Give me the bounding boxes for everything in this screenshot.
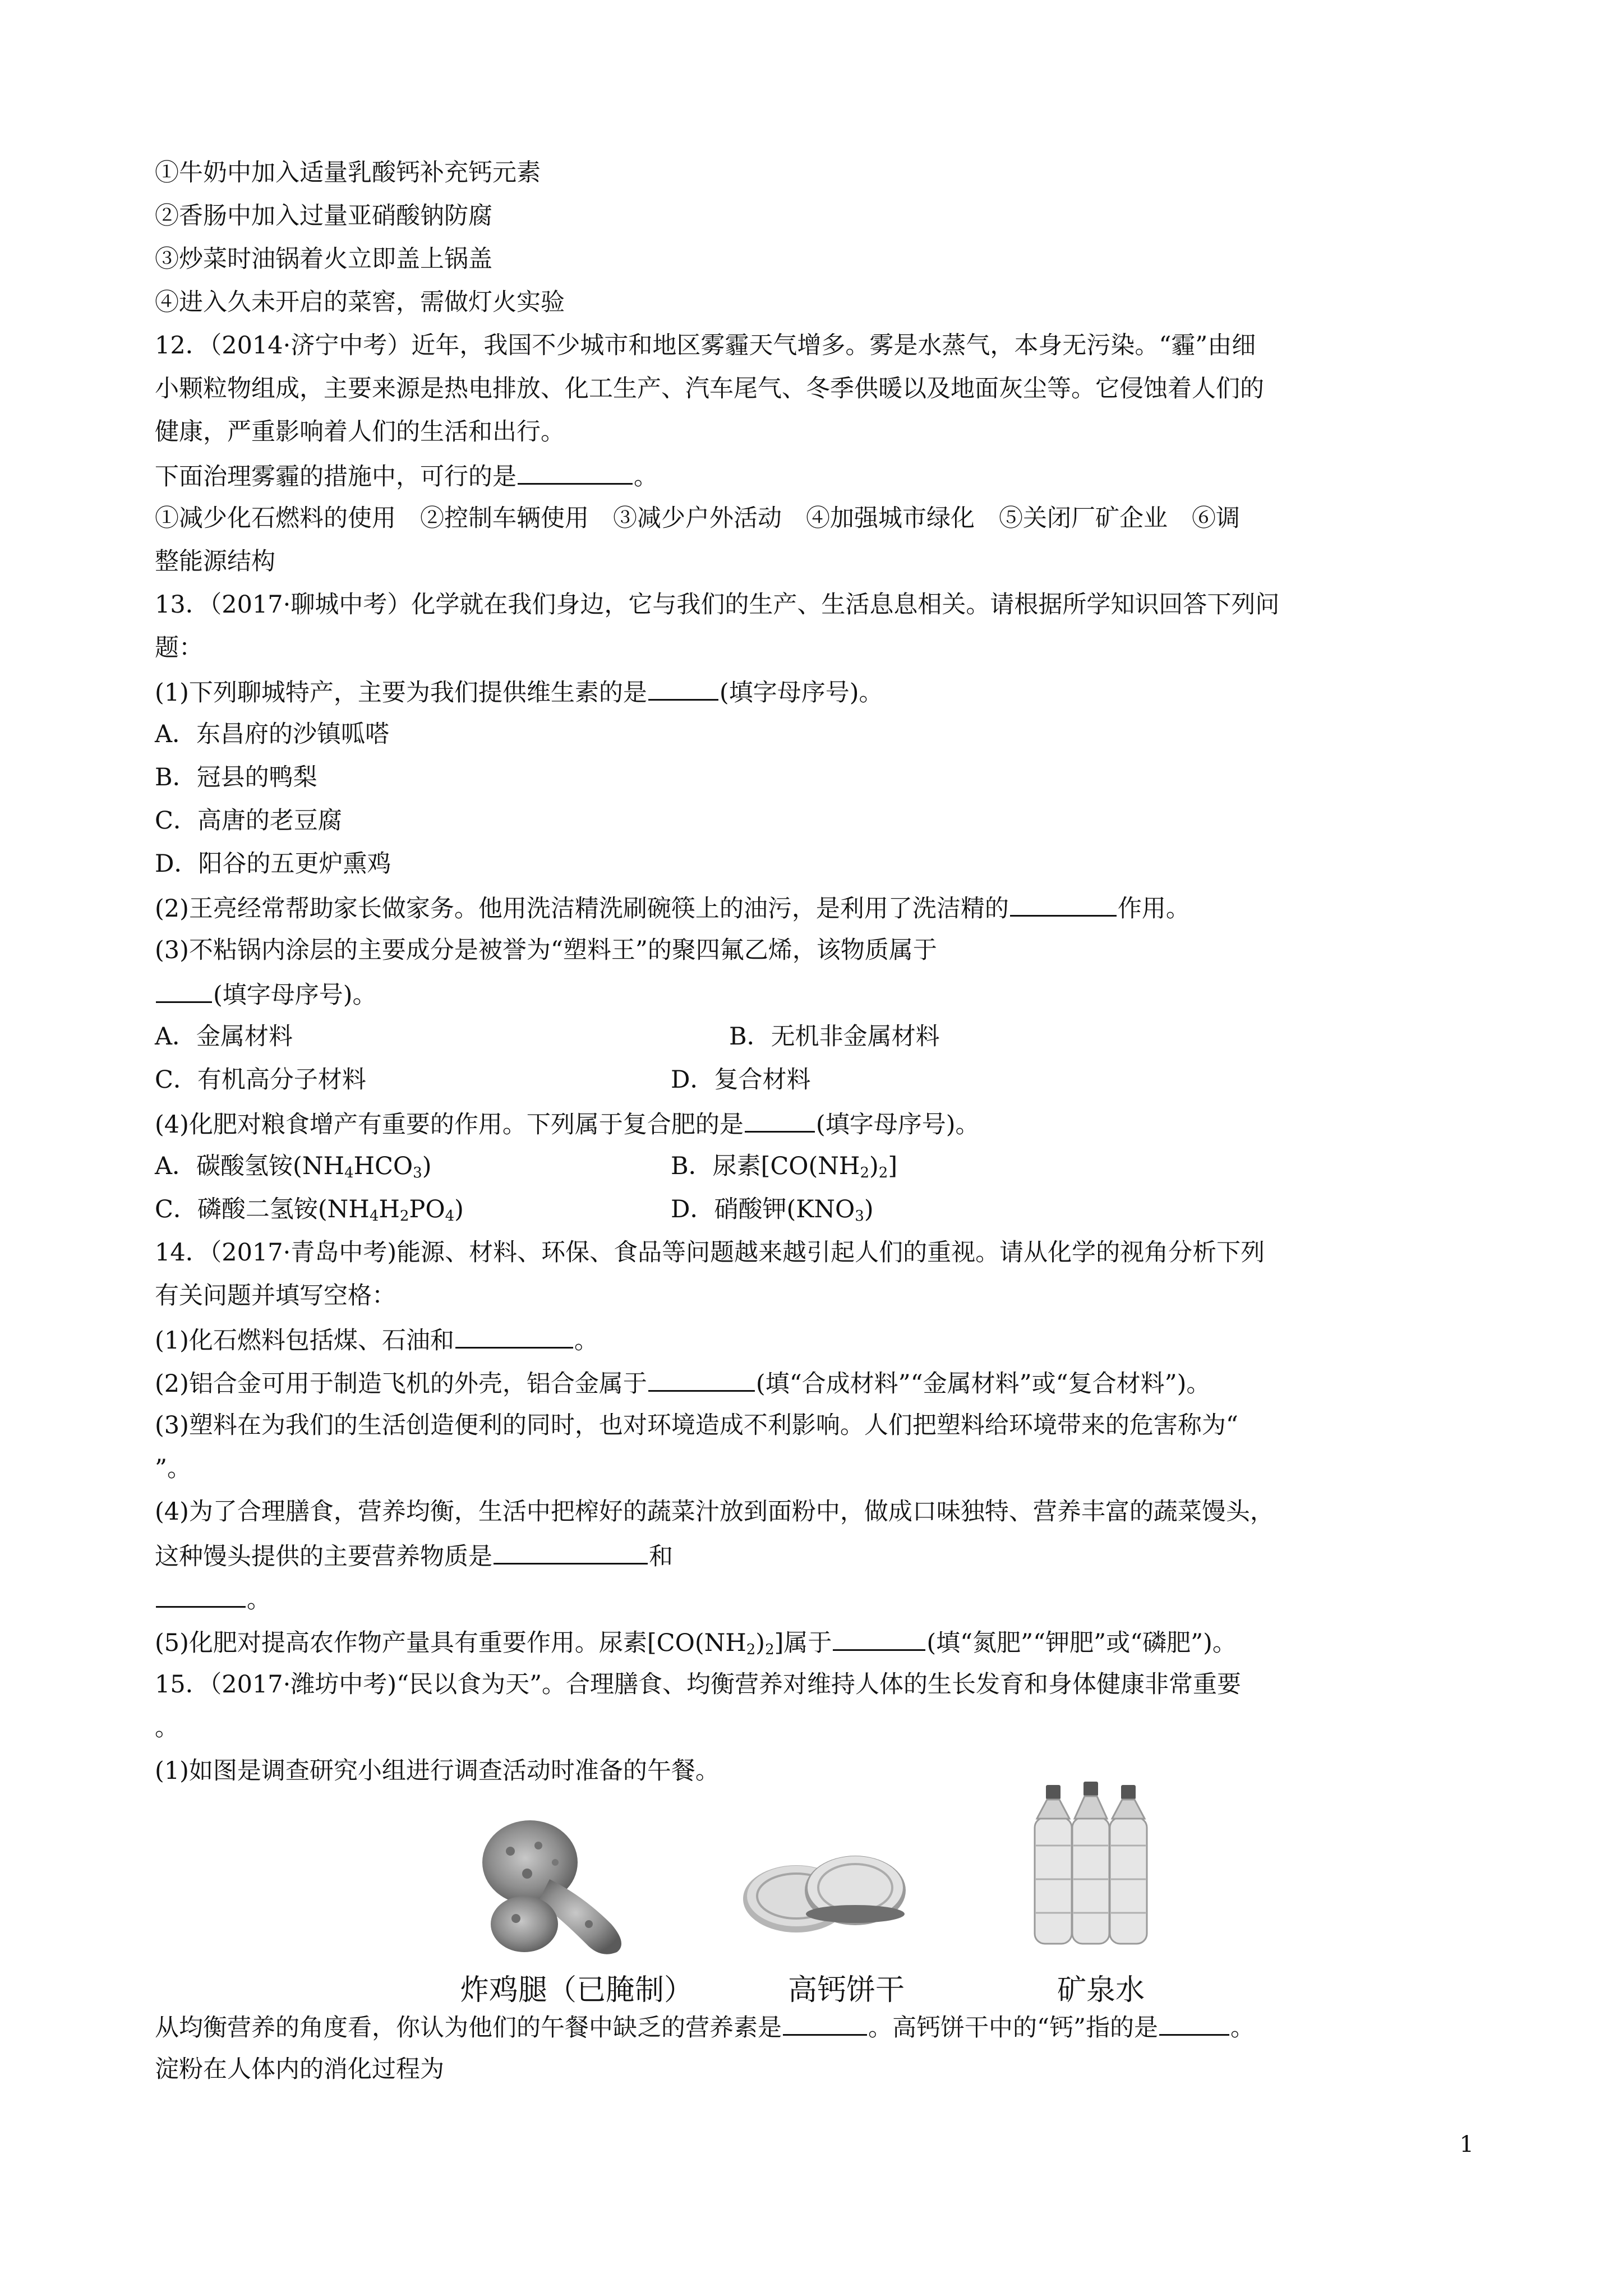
q15-question-end: 。 (1230, 2014, 1255, 2042)
answer-blank[interactable] (156, 1581, 246, 1608)
answer-blank[interactable] (494, 1538, 648, 1565)
q11-item-2: ②香肠中加入过量亚硝酸钠防腐 (155, 202, 492, 230)
q13-p3-option-c: C．有机高分子材料 (155, 1066, 366, 1094)
option-c-text: C．磷酸二氢铵(NH (155, 1195, 370, 1223)
subscript: 4 (344, 1165, 354, 1181)
answer-blank[interactable] (1010, 890, 1117, 917)
formula-part: ) (755, 1629, 766, 1657)
q14-part-4-line-3 (155, 1581, 271, 1617)
option-b-text: B．尿素[CO(NH (671, 1152, 860, 1180)
mineral-water-bottles-image (1023, 1778, 1158, 1947)
q13-part-3-end: (填字母序号)。 (213, 981, 377, 1009)
formula-part: ) (869, 1152, 879, 1180)
q14-part-1-text: (1)化石燃料包括煤、石油和 (155, 1327, 454, 1355)
q14-part-4-text: 这种馒头提供的主要营养物质是 (155, 1543, 492, 1571)
q14-part-4-line-2 (155, 1538, 673, 1573)
option-a-text: A．碳酸氢铵(NH (155, 1152, 344, 1180)
q12-line-1: 12．（2014·济宁中考）近年，我国不少城市和地区雾霾天气增多。雾是水蒸气，本身无污染。“霾”由细 (155, 332, 1256, 360)
q14-part-4-end: 。 (247, 1586, 271, 1614)
answer-blank[interactable] (833, 1625, 925, 1651)
subscript: 4 (369, 1208, 379, 1225)
q13-part-3: (3)不粘锅内涂层的主要成分是被誉为“塑料王”的聚四氟乙烯，该物质属于 (155, 936, 937, 964)
high-calcium-biscuit-image (740, 1846, 909, 1941)
q13-p1-option-b: B．冠县的鸭梨 (155, 763, 317, 792)
q13-part-3-line-2 (155, 977, 377, 1012)
q11-item-1: ①牛奶中加入适量乳酸钙补充钙元素 (155, 159, 541, 187)
formula-part: PO (409, 1195, 445, 1223)
q13-p1-option-d: D．阳谷的五更炉熏鸡 (155, 850, 391, 878)
q12-options-line-1: ①减少化石燃料的使用 ②控制车辆使用 ③减少户外活动 ④加强城市绿化 ⑤关闭厂矿企业 ⑥调 (155, 504, 1240, 532)
q13-part-1 (155, 674, 883, 710)
q12-options-line-2: 整能源结构 (155, 547, 275, 576)
subscript: 2 (746, 1641, 756, 1658)
formula-end: ) (864, 1195, 874, 1223)
answer-blank[interactable] (745, 1106, 815, 1133)
q12-question (155, 458, 658, 494)
q13-p4-option-b (671, 1149, 897, 1190)
q13-part-1-end: (填字母序号)。 (719, 679, 883, 707)
formula-end: ) (454, 1195, 464, 1223)
q13-part-4 (155, 1106, 979, 1142)
q13-p3-option-a: A．金属材料 (155, 1023, 293, 1051)
q11-item-4: ④进入久未开启的菜窖，需做灯火实验 (155, 288, 565, 316)
q15-question-text: 从均衡营养的角度看，你认为他们的午餐中缺乏的营养素是 (155, 2014, 782, 2042)
answer-blank[interactable] (518, 458, 633, 485)
formula-part: HCO (353, 1152, 413, 1180)
subscript: 2 (765, 1641, 774, 1658)
q14-part-1-end: 。 (574, 1327, 598, 1355)
subscript: 3 (413, 1165, 422, 1181)
answer-blank[interactable] (648, 1365, 755, 1392)
q13-part-2-text: (2)王亮经常帮助家长做家务。他用洗洁精洗刷碗筷上的油污，是利用了洗洁精的 (155, 895, 1009, 923)
answer-blank[interactable] (156, 977, 212, 1003)
q15-question-line-1 (155, 2009, 1255, 2045)
subscript: 2 (878, 1165, 888, 1181)
q13-p3-option-b: B．无机非金属材料 (729, 1023, 940, 1051)
q13-p1-option-a: A．东昌府的沙镇呱嗒 (155, 720, 390, 748)
q15-question-mid: 。高钙饼干中的“钙”指的是 (868, 2014, 1158, 2042)
caption-fried-chicken: 炸鸡腿（已腌制） (460, 1973, 694, 2007)
q14-part-3-line-2: ”。 (155, 1455, 191, 1483)
answer-blank[interactable] (455, 1322, 573, 1349)
q13-part-2 (155, 890, 1190, 926)
subscript: 3 (855, 1208, 864, 1225)
subscript: 2 (399, 1208, 409, 1225)
q15-line-2: 。 (155, 1714, 179, 1742)
caption-biscuit: 高钙饼干 (788, 1973, 905, 2007)
q12-line-3: 健康，严重影响着人们的生活和出行。 (155, 418, 565, 446)
option-d-text: D．硝酸钾(KNO (671, 1195, 855, 1223)
q14-part-5-mid: ]属于 (774, 1629, 832, 1657)
q14-part-4-and: 和 (649, 1543, 673, 1571)
fried-chicken-leg-image (477, 1812, 645, 1958)
formula-end: ] (888, 1152, 898, 1180)
q13-p4-option-a (155, 1149, 431, 1190)
q14-part-4: (4)为了合理膳食，营养均衡，生活中把榨好的蔬菜汁放到面粉中，做成口味独特、营养丰富的蔬菜馒头， (155, 1498, 1274, 1526)
q15-line-1: 15．（2017·潍坊中考)“民以食为天”。合理膳食、均衡营养对维持人体的生长发育和身体健康非常重要 (155, 1671, 1242, 1699)
q13-part-4-text: (4)化肥对粮食增产有重要的作用。下列属于复合肥的是 (155, 1111, 744, 1139)
q14-part-1 (155, 1322, 598, 1358)
formula-end: ) (422, 1152, 432, 1180)
page-number: 1 (1459, 2132, 1474, 2157)
q12-question-end: 。 (634, 463, 658, 491)
q12-question-text: 下面治理雾霾的措施中，可行的是 (155, 463, 517, 491)
q14-part-5-text: (5)化肥对提高农作物产量具有重要作用。尿素[CO(NH (155, 1629, 746, 1657)
q13-line-1: 13．（2017·聊城中考）化学就在我们身边，它与我们的生产、生活息息相关。请根据所学知识回答下列问 (155, 591, 1280, 619)
q13-line-2: 题： (155, 634, 203, 662)
caption-mineral-water: 矿泉水 (1057, 1973, 1145, 2007)
q13-part-1-text: (1)下列聊城特产，主要为我们提供维生素的是 (155, 679, 647, 707)
q15-part-1: (1)如图是调查研究小组进行调查活动时准备的午餐。 (155, 1757, 720, 1785)
answer-blank[interactable] (648, 674, 718, 701)
subscript: 2 (860, 1165, 869, 1181)
q14-part-2-end: (填“合成材料”“金属材料”或“复合材料”)。 (755, 1370, 1211, 1398)
q13-p1-option-c: C．高唐的老豆腐 (155, 807, 342, 835)
q14-line-1: 14．（2017·青岛中考)能源、材料、环保、食品等问题越来越引起人们的重视。请从化学的视角分析下列 (155, 1239, 1265, 1267)
formula-part: H (379, 1195, 400, 1223)
q13-p3-option-d: D．复合材料 (671, 1066, 811, 1094)
q14-part-2 (155, 1365, 1210, 1401)
q14-part-3: (3)塑料在为我们的生活创造便利的同时，也对环境造成不利影响。人们把塑料给环境带来的危害称为“ (155, 1411, 1238, 1439)
q14-part-5-end: (填“氮肥”“钾肥”或“磷肥”)。 (926, 1629, 1237, 1657)
q11-item-3: ③炒菜时油锅着火立即盖上锅盖 (155, 245, 492, 273)
q13-p4-option-d (671, 1193, 874, 1233)
answer-blank[interactable] (783, 2009, 867, 2036)
q13-part-2-end: 作用。 (1117, 895, 1190, 923)
q12-line-2: 小颗粒物组成，主要来源是热电排放、化工生产、汽车尾气、冬季供暖以及地面灰尘等。它侵蚀着人们的 (155, 375, 1264, 403)
subscript: 4 (445, 1208, 455, 1225)
q13-p4-option-c (155, 1193, 464, 1233)
q13-part-4-end: (填字母序号)。 (815, 1111, 980, 1139)
q15-question-line-2: 淀粉在人体内的消化过程为 (155, 2055, 444, 2083)
q14-part-2-text: (2)铝合金可用于制造飞机的外壳，铝合金属于 (155, 1370, 647, 1398)
q14-line-2: 有关问题并填写空格： (155, 1282, 396, 1310)
answer-blank[interactable] (1159, 2009, 1229, 2036)
q14-part-5 (155, 1625, 1237, 1667)
